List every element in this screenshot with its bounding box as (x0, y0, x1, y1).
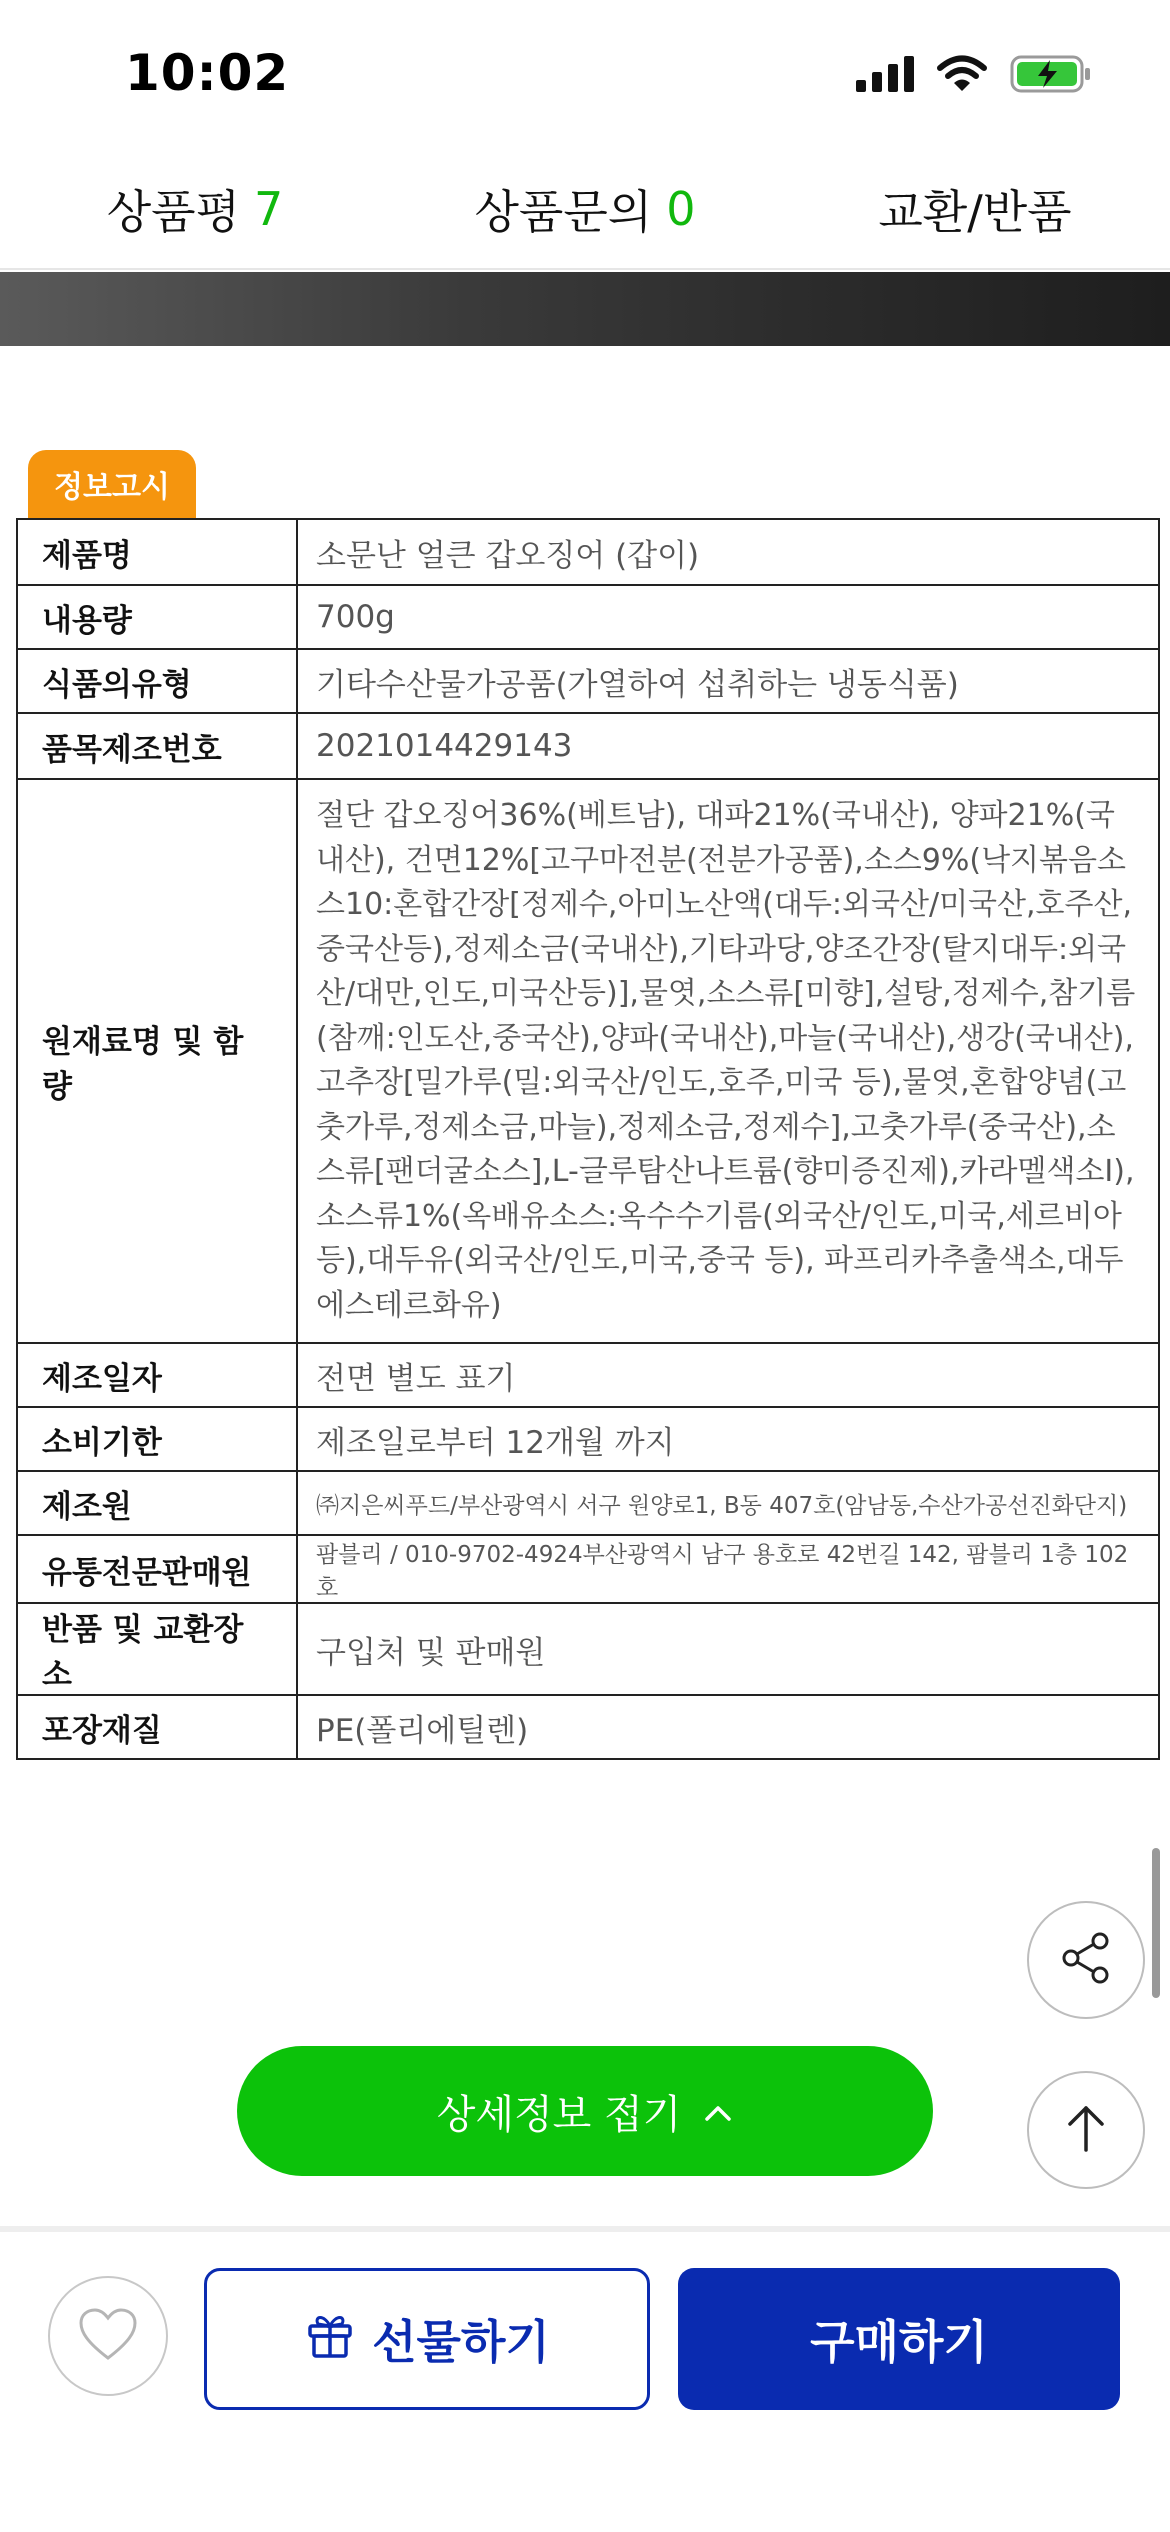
wifi-icon (936, 55, 988, 97)
row-label: 반품 및 교환장소 (17, 1603, 297, 1695)
arrow-up-icon (1058, 2100, 1114, 2160)
product-tabs (0, 150, 1170, 270)
row-value: 소문난 얼큰 갑오징어 (갑이) (297, 519, 1159, 585)
row-label: 소비기한 (17, 1407, 297, 1471)
row-label: 내용량 (17, 585, 297, 649)
chevron-up-icon (703, 2088, 733, 2134)
battery-charging-icon (1010, 54, 1092, 98)
gift-button-label: 선물하기 (372, 2315, 550, 2369)
table-row (17, 519, 1159, 585)
table-row (17, 1603, 1159, 1695)
row-label: 원재료명 및 함량 (17, 779, 297, 1343)
cellular-signal-icon (856, 56, 914, 96)
row-value: 제조일로부터 12개월 까지 (297, 1407, 1159, 1471)
table-row (17, 1695, 1159, 1759)
row-label: 제조원 (17, 1471, 297, 1535)
collapse-details-label: 상세정보 접기 (436, 2091, 682, 2138)
row-value: ㈜지은씨푸드/부산광역시 서구 원양로1, B동 407호(암남동,수산가공선진화단지) (297, 1471, 1159, 1535)
wishlist-button[interactable] (48, 2276, 168, 2396)
buy-button-label: 구매하기 (810, 2315, 988, 2369)
status-time: 10:02 (125, 44, 290, 102)
product-image-strip (0, 272, 1170, 346)
product-info-table (16, 518, 1160, 1760)
tab-exchange-return-label: 교환/반품 (878, 185, 1072, 239)
row-value: 2021014429143 (297, 713, 1159, 779)
share-button[interactable] (1027, 1901, 1145, 2019)
status-bar (0, 0, 1170, 150)
bottom-action-bar (0, 2226, 1170, 2532)
scroll-indicator[interactable] (1152, 1848, 1160, 1998)
row-label: 제품명 (17, 519, 297, 585)
gift-icon (304, 2308, 356, 2371)
row-label: 포장재질 (17, 1695, 297, 1759)
row-label: 유통전문판매원 (17, 1535, 297, 1603)
tab-reviews-count: 7 (254, 182, 284, 236)
row-label: 제조일자 (17, 1343, 297, 1407)
table-row (17, 649, 1159, 713)
table-row (17, 713, 1159, 779)
table-row (17, 1535, 1159, 1603)
tab-inquiries-count: 0 (666, 182, 696, 236)
tab-exchange-return[interactable] (780, 150, 1170, 268)
row-value: 기타수산물가공품(가열하여 섭취하는 냉동식품) (297, 649, 1159, 713)
row-value: 전면 별도 표기 (297, 1343, 1159, 1407)
row-value: 구입처 및 판매원 (297, 1603, 1159, 1695)
table-row (17, 585, 1159, 649)
row-label: 식품의유형 (17, 649, 297, 713)
tab-reviews[interactable] (0, 150, 390, 268)
table-row (17, 1471, 1159, 1535)
table-row (17, 1343, 1159, 1407)
row-value: 700g (297, 585, 1159, 649)
table-row (17, 1407, 1159, 1471)
row-label: 품목제조번호 (17, 713, 297, 779)
tab-inquiries[interactable] (390, 150, 780, 268)
gift-button[interactable] (204, 2268, 650, 2410)
row-value: PE(폴리에틸렌) (297, 1695, 1159, 1759)
row-value: 팜블리 / 010-9702-4924부산광역시 남구 용호로 42번길 142, 팜블리 1층 102호 (297, 1535, 1159, 1603)
collapse-details-button[interactable] (237, 2046, 933, 2176)
row-value: 절단 갑오징어36%(베트남), 대파21%(국내산), 양파21%(국내산), 건면12%[고구마전분(전분가공품),소스9%(낙지볶음소스10:혼합간장[정제수,아미노산액(대두:외국산/미국산,호주산,중국산등),정제소금(국내산),기타과당,양조간장(탈지대두:외국산/대만,인도,미국산등)],물엿,소스류[미향],설탕,정제수,참기름(참깨:인도산,중국산),양파(국내산),마늘(국내산),생강(국내산),고추장[밀가루(밀:외국산/인도,호주,미국 등),물엿,혼합양념(고춧가루,정제소금,마늘),정제소금,정제수],고춧가루(중국산),소스류[팬더굴소스],L-글루탐산나트륨(향미증진제),카라멜색소Ⅰ),소스류1%(옥배유소스:옥수수기름(외국산/인도,미국,세르비아 등),대두유(외국산/인도,미국,중국 등), 파프리카추출색소,대두에스테르화유) (297, 779, 1159, 1343)
info-notice-badge: 정보고시 (28, 450, 196, 518)
tab-inquiries-label: 상품문의 (474, 185, 653, 239)
tab-reviews-label: 상품평 (106, 185, 241, 239)
status-icons (856, 54, 1092, 98)
share-icon (1056, 1928, 1116, 1992)
buy-button[interactable] (678, 2268, 1120, 2410)
table-row (17, 779, 1159, 1343)
heart-icon (77, 2306, 139, 2366)
scroll-top-button[interactable] (1027, 2071, 1145, 2189)
